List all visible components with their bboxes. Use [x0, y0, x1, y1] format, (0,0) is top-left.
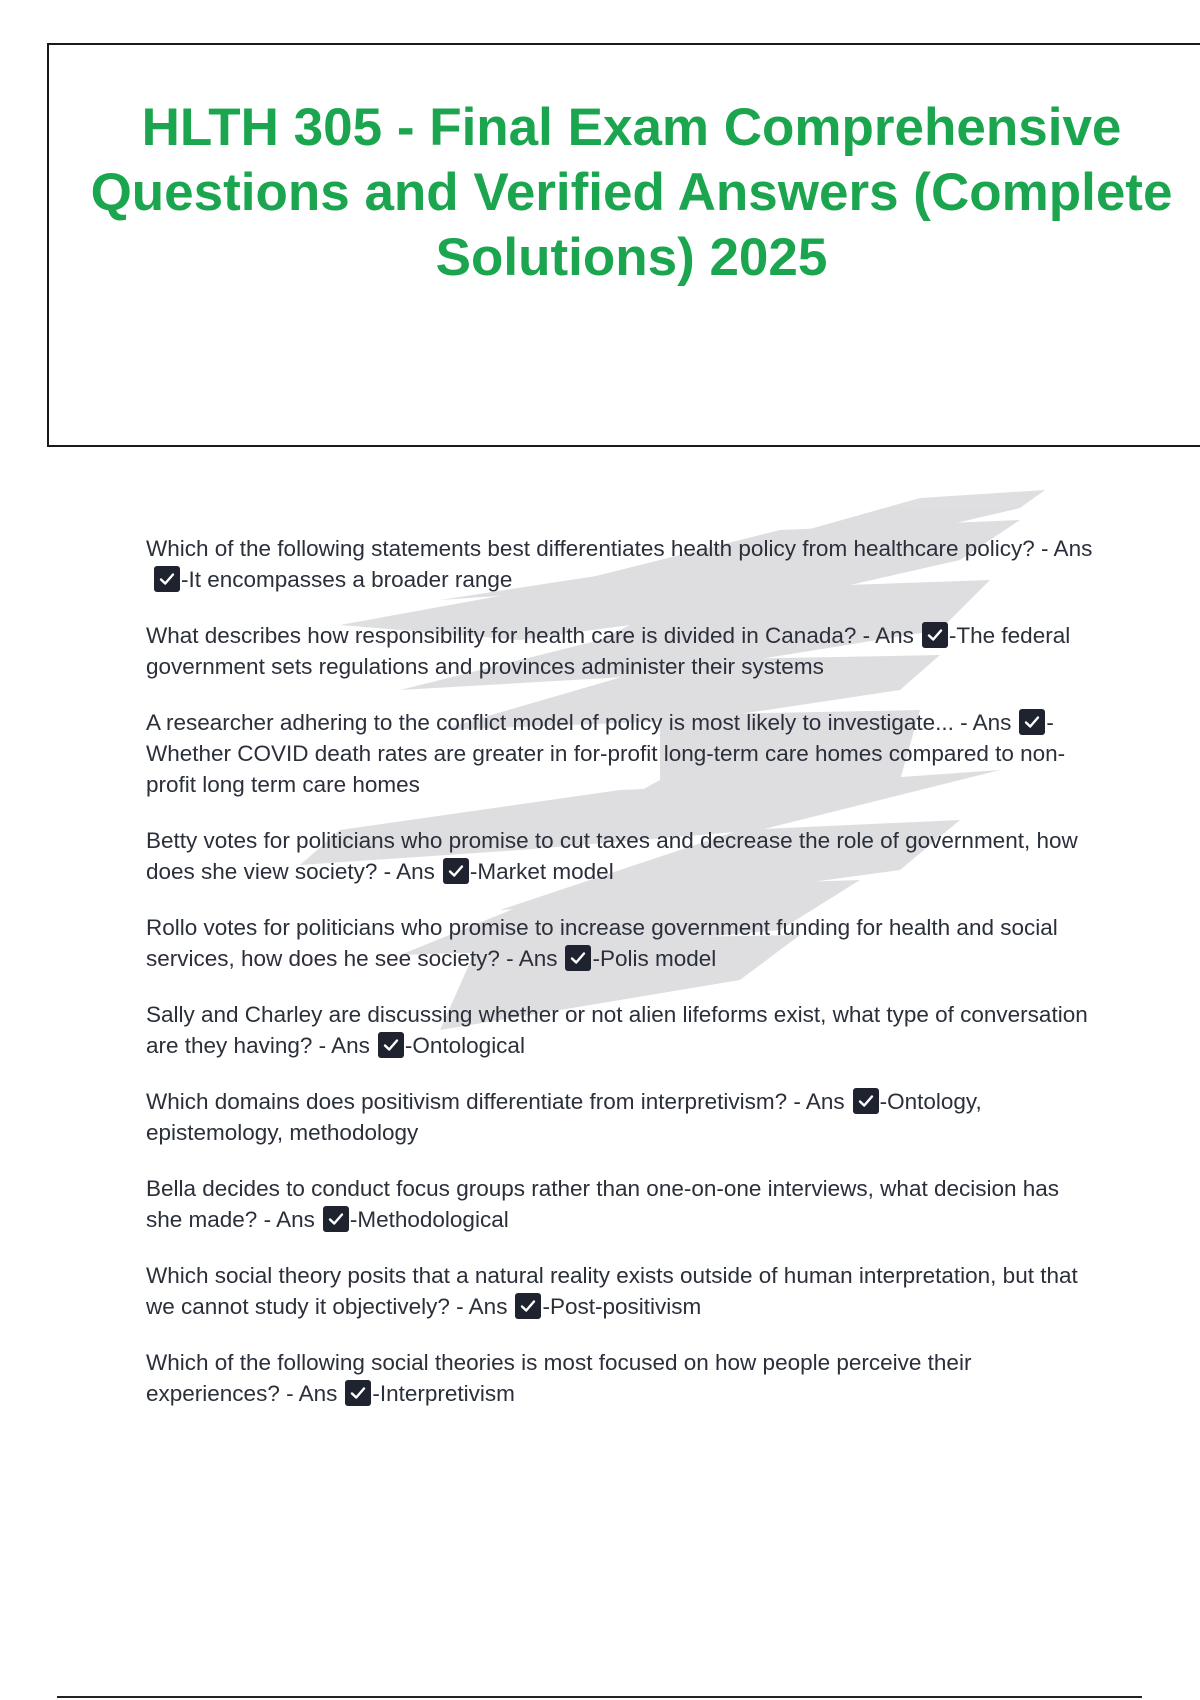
- qa-item: [146, 620, 1096, 682]
- checkbox-checked-icon: [922, 622, 948, 648]
- question-text: Rollo votes for politicians who promise to increase government funding for health and social services, how does he see society? - Ans: [146, 915, 1058, 971]
- checkbox-checked-icon: [345, 1380, 371, 1406]
- question-text: Which domains does positivism differentiate from interpretivism? - Ans: [146, 1089, 845, 1114]
- checkbox-checked-icon: [565, 945, 591, 971]
- qa-item: [146, 1173, 1096, 1235]
- answer-text: -Ontology, epistemology, methodology: [146, 1089, 982, 1145]
- checkbox-checked-icon: [154, 566, 180, 592]
- answer-text: -The federal government sets regulations and provinces administer their systems: [146, 623, 1071, 679]
- question-text: Sally and Charley are discussing whether or not alien lifeforms exist, what type of conversation are they having? - Ans: [146, 1002, 1088, 1058]
- title-box: [47, 43, 1200, 447]
- qa-item: [146, 999, 1096, 1061]
- qa-item: [146, 825, 1096, 887]
- checkbox-checked-icon: [323, 1206, 349, 1232]
- question-text: Which of the following statements best differentiates health policy from healthcare policy? - Ans: [146, 536, 1093, 561]
- answer-text: -Ontological: [404, 1033, 525, 1058]
- checkbox-checked-icon: [853, 1088, 879, 1114]
- answer-text: -Whether COVID death rates are greater in for-profit long-term care homes compared to non-profit long term care homes: [146, 710, 1066, 797]
- qa-item: [146, 912, 1096, 974]
- qa-item: [146, 1347, 1096, 1409]
- answer-text: -Polis model: [592, 946, 717, 971]
- checkbox-checked-icon: [378, 1032, 404, 1058]
- question-text: A researcher adhering to the conflict model of policy is most likely to investigate... - Ans: [146, 710, 1012, 735]
- checkbox-checked-icon: [515, 1293, 541, 1319]
- question-text: Which social theory posits that a natural reality exists outside of human interpretation, but that we cannot study it objectively? - Ans: [146, 1263, 1078, 1319]
- qa-item: [146, 1086, 1096, 1148]
- answer-text: -Interpretivism: [372, 1381, 515, 1406]
- footer-rule: [57, 1696, 1142, 1698]
- qa-item: [146, 1260, 1096, 1322]
- document-title: HLTH 305 - Final Exam Comprehensive Questions and Verified Answers (Complete Solutions) 2025: [90, 98, 1173, 287]
- checkbox-checked-icon: [443, 858, 469, 884]
- question-text: Which of the following social theories is most focused on how people perceive their experiences? - Ans: [146, 1350, 972, 1406]
- answer-text: -It encompasses a broader range: [181, 567, 513, 592]
- answer-text: -Methodological: [349, 1207, 509, 1232]
- answer-text: -Post-positivism: [542, 1294, 702, 1319]
- question-text: What describes how responsibility for health care is divided in Canada? - Ans: [146, 623, 914, 648]
- qa-item: [146, 707, 1096, 800]
- checkbox-checked-icon: [1019, 709, 1045, 735]
- answer-text: -Market model: [469, 859, 614, 884]
- qa-item: [146, 533, 1096, 595]
- question-text: Betty votes for politicians who promise to cut taxes and decrease the role of government, how does she view society? - Ans: [146, 828, 1078, 884]
- qa-list: [146, 533, 1096, 1434]
- question-text: Bella decides to conduct focus groups rather than one-on-one interviews, what decision has she made? - Ans: [146, 1176, 1060, 1232]
